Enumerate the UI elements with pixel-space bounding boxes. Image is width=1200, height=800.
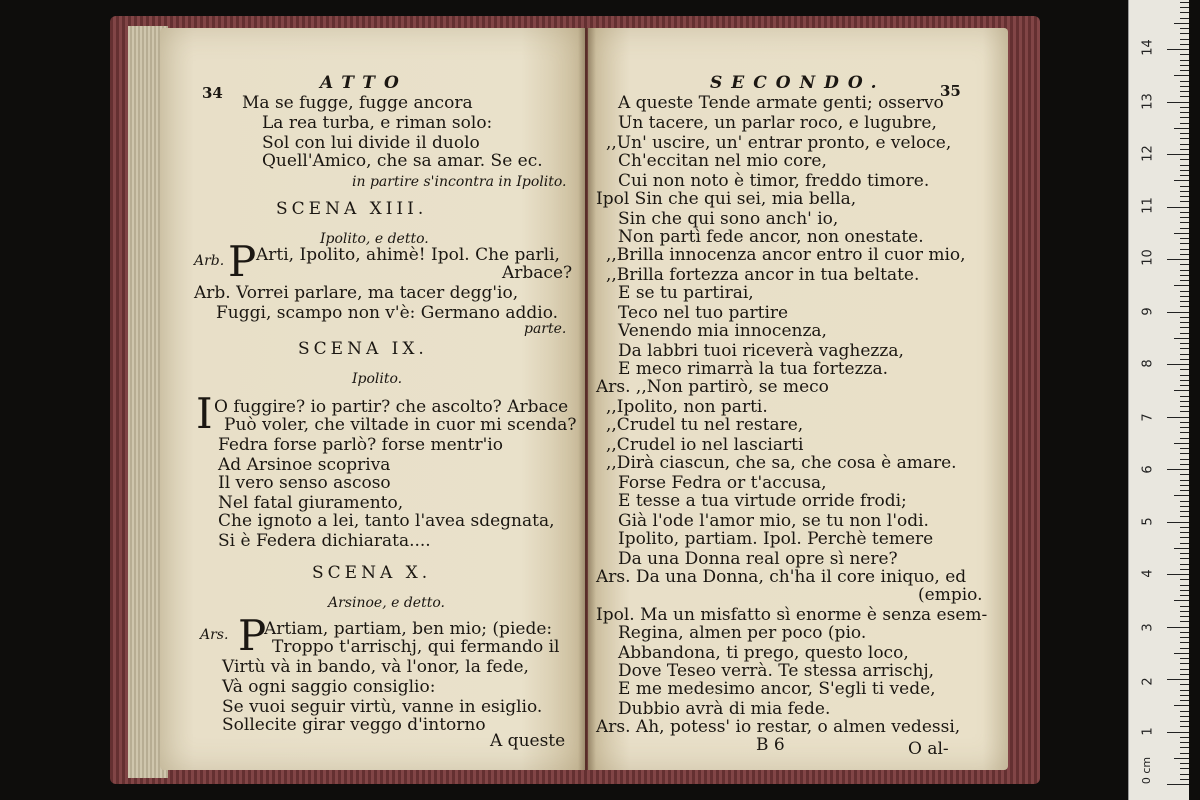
ruler-tick (1180, 343, 1189, 344)
text-line: E se tu partirai, (618, 283, 754, 303)
ruler-tick (1180, 553, 1189, 554)
ruler-number: 3 (1140, 623, 1156, 632)
ruler-tick (1180, 621, 1189, 622)
drop-cap: P (238, 611, 267, 660)
ruler-tick (1180, 579, 1189, 580)
text-line: ,,Crudel io nel lasciarti (606, 435, 804, 455)
drop-cap: I (196, 389, 213, 438)
text-line: E meco rimarrà la tua fortezza. (618, 359, 889, 379)
ruler-tick (1180, 695, 1189, 696)
ruler-tick (1180, 480, 1189, 481)
ruler-tick (1180, 186, 1189, 187)
ruler-tick (1167, 417, 1189, 418)
scene-heading: SCENA X. (312, 563, 432, 583)
ruler-tick (1180, 422, 1189, 423)
ruler-tick (1180, 138, 1189, 139)
text-line: La rea turba, e riman solo: (262, 113, 493, 133)
text-line: ,,Dirà ciascun, che sa, che cosa è amare. (606, 453, 957, 473)
ruler-tick (1174, 443, 1189, 444)
catchword: A queste (490, 731, 566, 751)
text-line: Sol con lui divide il duolo (262, 133, 480, 153)
text-line: Un tacere, un parlar roco, e lugubre, (618, 113, 937, 133)
ruler-tick (1167, 259, 1189, 260)
ruler-tick (1180, 149, 1189, 150)
ruler-tick (1174, 705, 1189, 706)
ruler-tick (1180, 175, 1189, 176)
speaker-label: Arb. (194, 253, 225, 269)
text-line: A queste Tende armate genti; osservo (618, 93, 944, 113)
ruler-tick (1174, 548, 1189, 549)
text-line: Da labbri tuoi riceverà vaghezza, (618, 341, 904, 361)
ruler-tick (1180, 453, 1189, 454)
ruler-tick (1180, 96, 1189, 97)
text-line: Cui non noto è timor, freddo timore. (618, 171, 930, 191)
text-line: Ma se fugge, fugge ancora (242, 93, 473, 113)
text-line: Ch'eccitan nel mio core, (618, 151, 827, 171)
ruler-tick (1167, 784, 1189, 785)
text-line: Dove Teseo verrà. Te stessa arrischj, (618, 661, 935, 681)
text-line: E me medesimo ancor, S'egli ti vede, (618, 679, 936, 699)
ruler-tick (1167, 207, 1189, 208)
ruler-tick (1174, 758, 1189, 759)
ruler-tick (1180, 375, 1189, 376)
ruler-tick (1180, 28, 1189, 29)
ruler-tick (1174, 653, 1189, 654)
text-line: ,,Brilla fortezza ancor in tua beltate. (606, 265, 920, 285)
text-line: Arti, Ipolito, ahimè! Ipol. Che parli, (256, 245, 560, 265)
ruler-tick (1180, 65, 1189, 66)
book-gutter (578, 28, 596, 770)
ruler-tick (1180, 658, 1189, 659)
ruler-tick (1167, 522, 1189, 523)
text-line: Ad Arsinoe scopriva (218, 455, 391, 475)
ruler-tick (1180, 763, 1189, 764)
ruler-tick (1180, 490, 1189, 491)
ruler-tick (1174, 390, 1189, 391)
ruler-tick (1180, 60, 1189, 61)
ruler-tick (1180, 7, 1189, 8)
ruler-tick (1180, 406, 1189, 407)
ruler-tick (1167, 574, 1189, 575)
text-line: Ars. ,,Non partirò, se meco (596, 377, 829, 397)
ruler-number: 14 (1140, 39, 1156, 56)
ruler-tick (1174, 285, 1189, 286)
text-line: Fedra forse parlò? forse mentr'io (218, 435, 503, 455)
text-line: Che ignoto a lei, tanto l'avea sdegnata, (218, 511, 555, 531)
ruler-tick (1180, 558, 1189, 559)
ruler-tick (1180, 39, 1189, 40)
ruler-tick (1180, 747, 1189, 748)
ruler-tick (1180, 427, 1189, 428)
ruler-number: 10 (1140, 249, 1156, 266)
ruler-tick (1180, 86, 1189, 87)
ruler-tick (1180, 270, 1189, 271)
ruler-tick (1180, 91, 1189, 92)
ruler-tick (1174, 75, 1189, 76)
ruler-number: 2 (1140, 677, 1156, 686)
right-page (588, 28, 1008, 770)
ruler-number: 4 (1140, 569, 1156, 578)
text-line: Forse Fedra or t'accusa, (618, 473, 827, 493)
text-line: ,,Un' uscire, un' entrar pronto, e veloce, (606, 133, 952, 153)
ruler-tick (1180, 585, 1189, 586)
ruler-number: 1 (1140, 727, 1156, 736)
ruler-tick (1180, 238, 1189, 239)
ruler-number: 9 (1140, 307, 1156, 316)
text-line: Regina, almen per poco (pio. (618, 623, 867, 643)
ruler-tick (1180, 348, 1189, 349)
ruler-tick (1180, 642, 1189, 643)
ruler-tick (1180, 438, 1189, 439)
text-line: Ipol. Ma un misfatto sì enorme è senza esem- (596, 605, 988, 625)
ruler-tick (1174, 128, 1189, 129)
ruler-tick (1180, 532, 1189, 533)
ruler-tick (1180, 144, 1189, 145)
ruler-tick (1180, 663, 1189, 664)
ruler-tick (1180, 527, 1189, 528)
ruler-tick (1167, 49, 1189, 50)
ruler-tick (1180, 201, 1189, 202)
text-line: Dubbio avrà di mia fede. (618, 699, 831, 719)
ruler-tick (1180, 165, 1189, 166)
ruler-tick (1180, 459, 1189, 460)
ruler-number: 11 (1140, 197, 1156, 214)
ruler-tick (1180, 516, 1189, 517)
character-list: Arsinoe, e detto. (328, 595, 445, 611)
ruler-tick (1180, 191, 1189, 192)
ruler-tick (1180, 33, 1189, 34)
character-list: Ipolito. (352, 371, 403, 387)
ruler-tick (1180, 569, 1189, 570)
ruler-tick (1180, 81, 1189, 82)
ruler-tick (1180, 44, 1189, 45)
text-line: Quell'Amico, che sa amar. Se ec. (262, 151, 543, 171)
text-line: Nel fatal giuramento, (218, 493, 404, 513)
ruler-tick (1180, 448, 1189, 449)
ruler-tick (1167, 102, 1189, 103)
ruler-tick (1180, 327, 1189, 328)
ruler-tick (1180, 369, 1189, 370)
running-head: ATTO (320, 73, 408, 93)
ruler-tick (1180, 317, 1189, 318)
ruler-tick (1180, 768, 1189, 769)
text-line: ,,Brilla innocenza ancor entro il cuor mio, (606, 245, 966, 265)
ruler-tick (1174, 23, 1189, 24)
ruler-tick (1167, 154, 1189, 155)
text-line: O fuggire? io partir? che ascolto? Arbace (214, 397, 569, 417)
ruler-tick (1167, 732, 1189, 733)
text-line: Ars. Ah, potess' io restar, o almen vedessi, (596, 717, 961, 737)
ruler-tick (1180, 222, 1189, 223)
ruler-tick (1180, 354, 1189, 355)
text-line: Arbace? (502, 263, 573, 283)
ruler-tick (1180, 690, 1189, 691)
ruler-tick (1174, 233, 1189, 234)
text-line: ,,Crudel tu nel restare, (606, 415, 804, 435)
ruler-tick (1180, 359, 1189, 360)
ruler-tick (1180, 117, 1189, 118)
ruler-tick (1180, 333, 1189, 334)
ruler-tick (1180, 249, 1189, 250)
text-line: Già l'ode l'amor mio, se tu non l'odi. (618, 511, 929, 531)
ruler-tick (1180, 212, 1189, 213)
text-line: Può voler, che viltade in cuor mi scenda? (224, 415, 577, 435)
text-line: Venendo mia innocenza, (618, 321, 827, 341)
text-line: Teco nel tuo partire (618, 303, 789, 323)
ruler-tick (1174, 600, 1189, 601)
ruler-tick (1167, 627, 1189, 628)
ruler-tick (1180, 196, 1189, 197)
ruler-tick (1180, 228, 1189, 229)
ruler-tick (1180, 291, 1189, 292)
ruler-tick (1180, 112, 1189, 113)
ruler-tick (1174, 495, 1189, 496)
ruler-tick (1180, 474, 1189, 475)
measurement-ruler (1128, 0, 1189, 800)
text-line: Arb. Vorrei parlare, ma tacer degg'io, (194, 283, 519, 303)
ruler-number: 5 (1140, 517, 1156, 526)
text-line: Artiam, partiam, ben mio; (piede: (264, 619, 553, 639)
ruler-tick (1180, 737, 1189, 738)
drop-cap: P (228, 237, 257, 286)
signature-mark: B 6 (756, 735, 785, 755)
ruler-number: 7 (1140, 413, 1156, 422)
stage-direction: parte. (524, 321, 567, 337)
text-line: Ipol Sin che qui sei, mia bella, (596, 189, 857, 209)
text-line: ,,Ipolito, non parti. (606, 397, 768, 417)
ruler-number: 13 (1140, 93, 1156, 110)
text-line: (empio. (918, 585, 983, 605)
ruler-tick (1180, 133, 1189, 134)
ruler-tick (1167, 469, 1189, 470)
speaker-label: Ars. (200, 627, 229, 643)
ruler-tick (1180, 726, 1189, 727)
scene-heading: SCENA IX. (298, 339, 428, 359)
ruler-tick (1180, 380, 1189, 381)
ruler-tick (1180, 721, 1189, 722)
scene-heading: SCENA XIII. (276, 199, 428, 219)
ruler-tick (1180, 12, 1189, 13)
ruler-tick (1167, 679, 1189, 680)
ruler-tick (1174, 338, 1189, 339)
ruler-tick (1180, 711, 1189, 712)
ruler-tick (1167, 364, 1189, 365)
ruler-tick (1180, 537, 1189, 538)
ruler-tick (1180, 301, 1189, 302)
ruler-tick (1180, 753, 1189, 754)
text-line: Si è Federa dichiarata.... (218, 531, 431, 551)
ruler-tick (1180, 511, 1189, 512)
page-number: 35 (940, 82, 961, 100)
ruler-tick (1167, 312, 1189, 313)
ruler-tick (1180, 774, 1189, 775)
ruler-tick (1180, 501, 1189, 502)
ruler-tick (1180, 543, 1189, 544)
text-line: E tesse a tua virtude orride frodi; (618, 491, 907, 511)
ruler-number: 8 (1140, 359, 1156, 368)
text-line: Abbandona, ti prego, questo loco, (618, 643, 909, 663)
text-line: Virtù và in bando, và l'onor, la fede, (222, 657, 529, 677)
ruler-tick (1180, 107, 1189, 108)
ruler-tick (1180, 595, 1189, 596)
text-line: Sollecite girar veggo d'intorno (222, 715, 486, 735)
ruler-tick (1180, 464, 1189, 465)
ruler-number: 6 (1140, 465, 1156, 474)
ruler-tick (1180, 716, 1189, 717)
ruler-tick (1180, 306, 1189, 307)
text-line: Ipolito, partiam. Ipol. Perchè temere (618, 529, 934, 549)
ruler-tick (1180, 411, 1189, 412)
ruler-tick (1180, 159, 1189, 160)
ruler-tick (1180, 742, 1189, 743)
text-line: Il vero senso ascoso (218, 473, 391, 493)
ruler-number: 12 (1140, 145, 1156, 162)
text-line: Ars. Da una Donna, ch'ha il core iniquo, ed (596, 567, 967, 587)
ruler-tick (1180, 485, 1189, 486)
text-line: Sin che qui sono anch' io, (618, 209, 839, 229)
ruler-tick (1180, 123, 1189, 124)
ruler-tick (1180, 275, 1189, 276)
ruler-tick (1180, 243, 1189, 244)
ruler-tick (1180, 432, 1189, 433)
ruler-tick (1180, 385, 1189, 386)
ruler-tick (1180, 264, 1189, 265)
catchword: O al- (908, 739, 949, 759)
ruler-tick (1180, 616, 1189, 617)
ruler-tick (1180, 506, 1189, 507)
ruler-tick (1180, 779, 1189, 780)
ruler-tick (1180, 170, 1189, 171)
ruler-tick (1180, 217, 1189, 218)
ruler-tick (1174, 180, 1189, 181)
ruler-tick (1180, 648, 1189, 649)
text-line: Và ogni saggio consiglio: (222, 677, 436, 697)
ruler-tick (1180, 296, 1189, 297)
running-head: SECONDO. (710, 73, 886, 93)
ruler-tick (1180, 401, 1189, 402)
ruler-tick (1180, 606, 1189, 607)
text-line: Non partì fede ancor, non onestate. (618, 227, 924, 247)
text-line: Troppo t'arrischj, qui fermando il (272, 637, 560, 657)
ruler-tick (1180, 280, 1189, 281)
ruler-tick (1180, 669, 1189, 670)
ruler-tick (1180, 2, 1189, 3)
page-number: 34 (202, 84, 223, 102)
ruler-tick (1180, 18, 1189, 19)
ruler-tick (1180, 700, 1189, 701)
text-line: Se vuoi seguir virtù, vanne in esiglio. (222, 697, 543, 717)
ruler-tick (1180, 632, 1189, 633)
ruler-tick (1180, 637, 1189, 638)
left-page (160, 28, 585, 770)
ruler-tick (1180, 611, 1189, 612)
character-list: Ipolito, e detto. (320, 231, 429, 247)
ruler-tick (1180, 54, 1189, 55)
ruler-tick (1180, 684, 1189, 685)
ruler-tick (1180, 70, 1189, 71)
ruler-tick (1180, 564, 1189, 565)
stage-direction: in partire s'incontra in Ipolito. (352, 174, 567, 190)
ruler-tick (1180, 254, 1189, 255)
ruler-tick (1180, 590, 1189, 591)
ruler-tick (1180, 322, 1189, 323)
ruler-tick (1180, 674, 1189, 675)
text-line: Fuggi, scampo non v'è: Germano addio. (216, 303, 559, 323)
ruler-unit-label: 0 cm (1140, 756, 1154, 785)
ruler-tick (1180, 396, 1189, 397)
text-line: Da una Donna real opre sì nere? (618, 549, 898, 569)
